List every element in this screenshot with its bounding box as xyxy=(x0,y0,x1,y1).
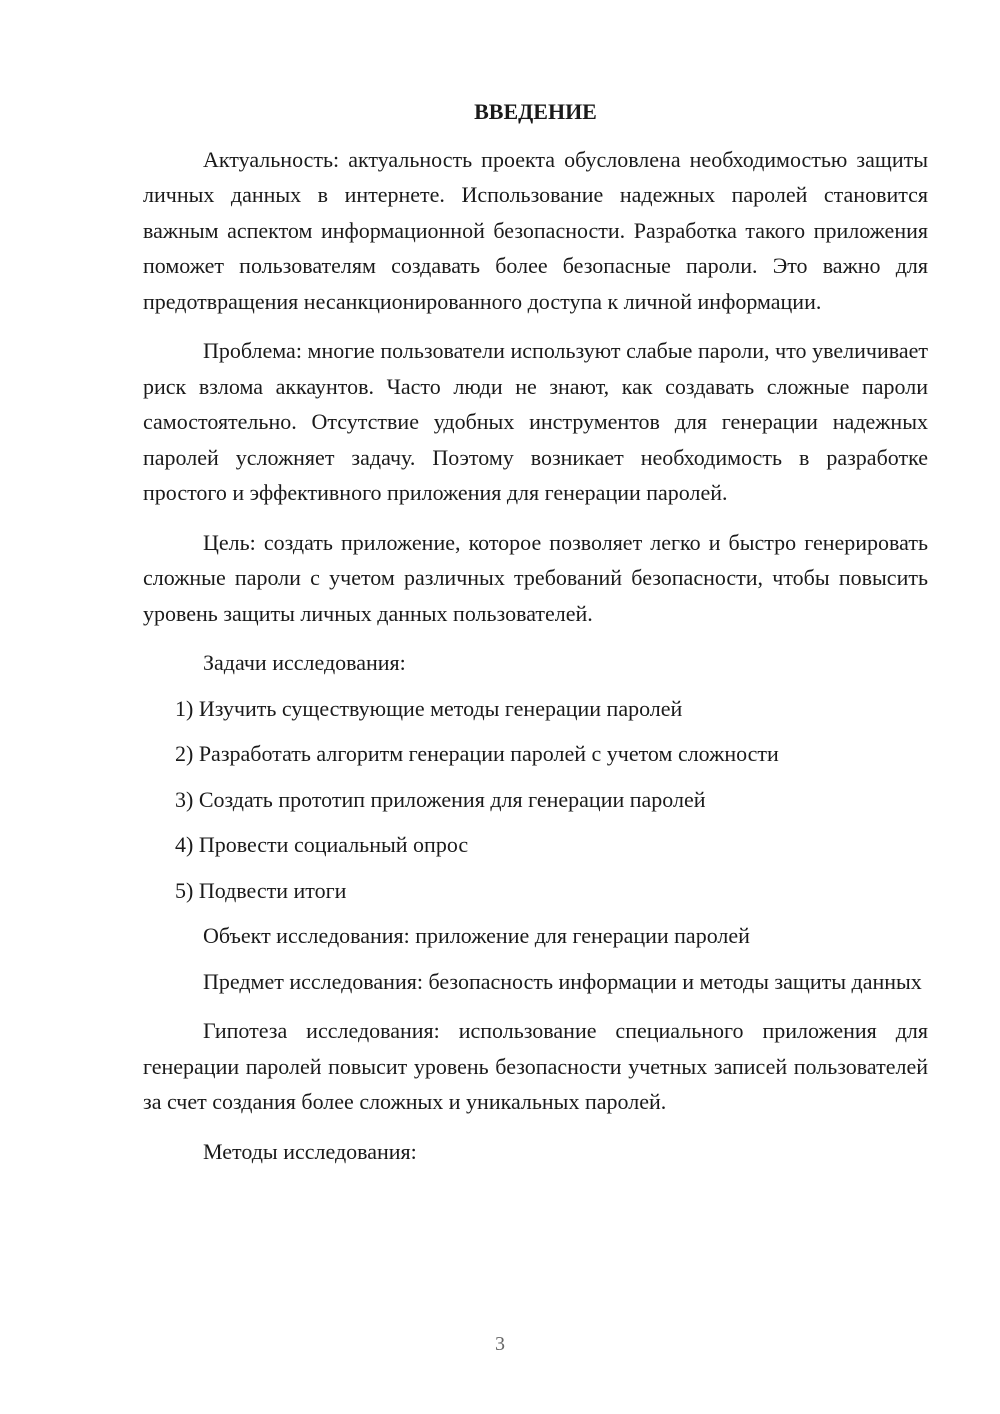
object-paragraph: Объект исследования: приложение для генерации паролей xyxy=(203,923,750,948)
section-title: ВВЕДЕНИЕ xyxy=(474,99,597,124)
relevance-paragraph: Актуальность: актуальность проекта обусловлена необходимостью защиты личных данных в интернете. Использование надежных паролей становится важным аспектом информационной безопасности. Разработка такого приложения поможет пользователям создавать более безопасные пароли. Это важно для предотвращения несанкционированного доступа к личной информации. xyxy=(143,146,928,314)
task-item: 3) Создать прототип приложения для генерации паролей xyxy=(175,786,706,812)
subject-paragraph: Предмет исследования: безопасность информации и методы защиты данных xyxy=(203,968,922,994)
goal-paragraph: Цель: создать приложение, которое позволяет легко и быстро генерировать сложные пароли с учетом различных требований безопасности, чтобы повысить уровень защиты личных данных пользователей. xyxy=(143,529,928,626)
page-content xyxy=(143,94,928,1179)
problem-paragraph: Проблема: многие пользователи используют слабые пароли, что увеличивает риск взлома аккаунтов. Часто люди не знают, как создавать сложные пароли самостоятельно. Отсутствие удобных инструментов для генерации надежных паролей усложняет задачу. Поэтому возникает необходимость в разработке простого и эффективного приложения для генерации паролей. xyxy=(143,338,928,505)
tasks-heading: Задачи исследования: xyxy=(203,650,406,675)
page-number: 3 xyxy=(495,1333,505,1355)
hypothesis-paragraph: Гипотеза исследования: использование специального приложения для генерации паролей повысит уровень безопасности учетных записей пользователей за счет создания более сложных и уникальных паролей. xyxy=(143,1018,928,1114)
task-item: 4) Провести социальный опрос xyxy=(175,832,469,857)
tasks-list xyxy=(143,691,928,909)
task-item: 5) Подвести итоги xyxy=(175,877,347,903)
task-item: 2) Разработать алгоритм генерации паролей с учетом сложности xyxy=(175,741,779,766)
task-item: 1) Изучить существующие методы генерации паролей xyxy=(175,695,683,721)
methods-heading: Методы исследования: xyxy=(203,1138,417,1164)
